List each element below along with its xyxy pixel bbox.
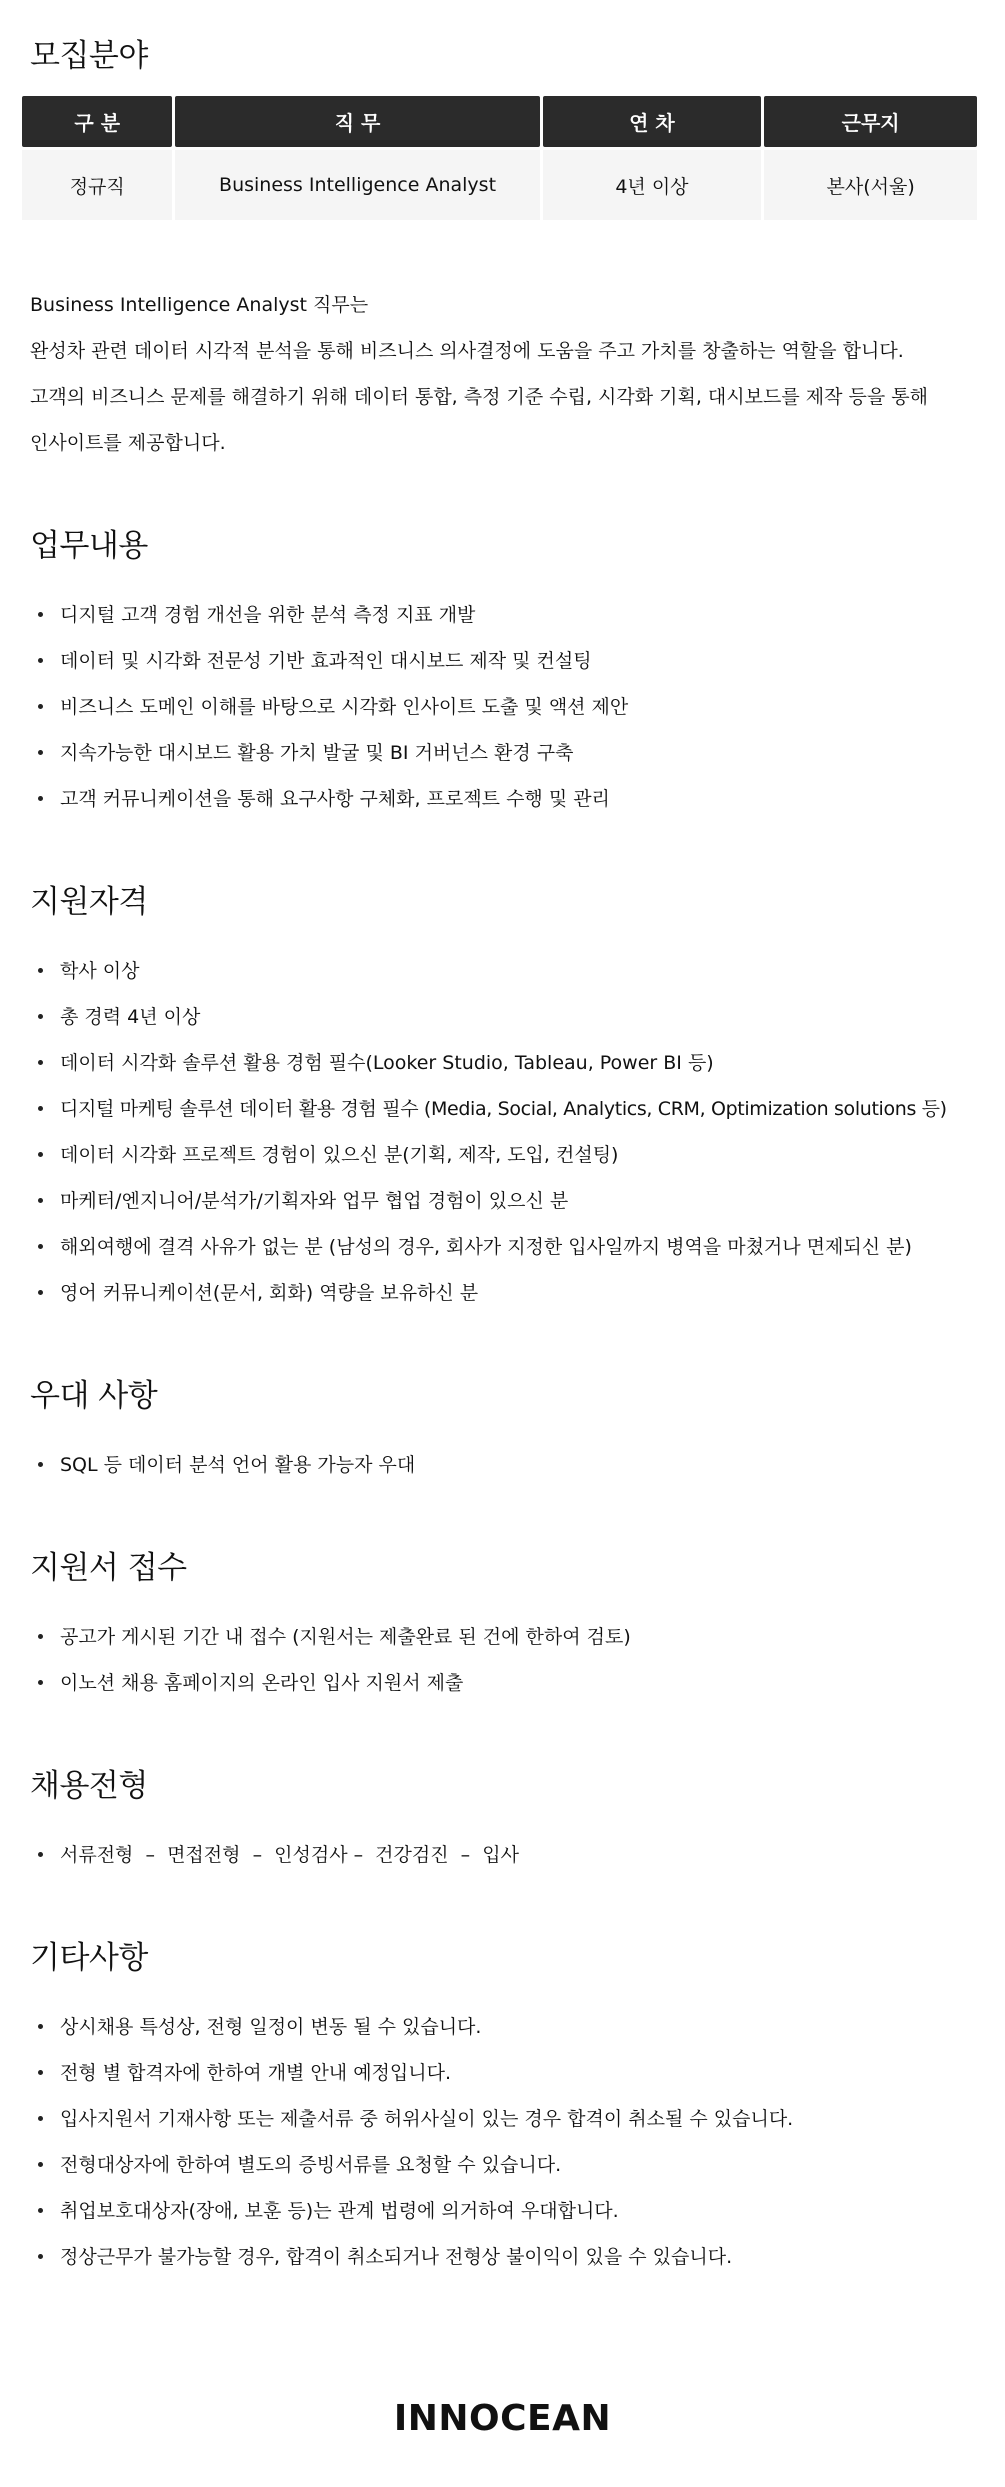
list-item-text: 고객 커뮤니케이션을 통해 요구사항 구체화, 프로젝트 수행 및 관리 [60,788,610,810]
process-section [22,1764,983,1878]
list-item-text: 데이터 및 시각화 전문성 기반 효과적인 대시보드 제작 및 컨설팅 [60,650,592,672]
bullet-icon [38,2116,43,2121]
table-cell-location: 본사(서울) [764,150,977,220]
bullet-icon [38,968,43,973]
list-item-text: 공고가 게시된 기간 내 접수 (지원서는 제출완료 된 건에 한하여 검토) [60,1626,631,1648]
list-item-text: 데이터 시각화 솔루션 활용 경험 필수(Looker Studio, Tableau, Power BI 등) [60,1052,714,1074]
intro-line: 완성차 관련 데이터 시각적 분석을 통해 비즈니스 의사결정에 도움을 주고 가치를 창출하는 역할을 합니다. [30,340,904,362]
list-item-text: 디지털 고객 경험 개선을 위한 분석 측정 지표 개발 [60,604,476,626]
table-header-type: 구 분 [22,96,172,147]
list-item [36,592,983,638]
bullet-icon [38,1462,43,1467]
intro-line: 인사이트를 제공합니다. [30,432,226,454]
process-title: 채용전형 [30,1768,148,1804]
list-item-text: 영어 커뮤니케이션(문서, 회화) 역량을 보유하신 분 [60,1282,479,1304]
bullet-icon [38,1852,43,1857]
duties-title: 업무내용 [30,528,148,564]
bullet-icon [38,2254,43,2259]
list-item-text: 비즈니스 도메인 이해를 바탕으로 시각화 인사이트 도출 및 액션 제안 [60,696,629,718]
list-item [36,730,983,776]
preferred-list [22,1442,983,1488]
bullet-icon [38,2070,43,2075]
list-item [36,776,983,822]
qualifications-title: 지원자격 [30,884,148,920]
list-item-text: 총 경력 4년 이상 [60,1006,201,1028]
bullet-icon [38,2162,43,2167]
list-item [36,1614,983,1660]
list-item-text: 데이터 시각화 프로젝트 경험이 있으신 분(기획, 제작, 도입, 컨설팅) [60,1144,619,1166]
table-row [22,150,977,220]
list-item [36,1832,983,1878]
application-list [22,1614,983,1706]
list-item [36,948,983,994]
bullet-icon [38,1014,43,1019]
list-item-text: 디지털 마케팅 솔루션 데이터 활용 경험 필수 (Media, Social, Analytics, CRM, Optimization solutions 등) [60,1098,947,1120]
bullet-icon [38,1634,43,1639]
list-item [36,1660,983,1706]
innocean-logo: INNOCEAN [393,2398,612,2439]
list-item [36,994,983,1040]
bullet-icon [38,796,43,801]
application-section [22,1546,983,1706]
list-item-text: 이노션 채용 홈페이지의 온라인 입사 지원서 제출 [60,1672,464,1694]
etc-title: 기타사항 [30,1940,148,1976]
preferred-title: 우대 사항 [30,1378,158,1414]
process-list [22,1832,983,1878]
list-item [36,1040,983,1086]
list-item [36,684,983,730]
list-item-text: 마케터/엔지니어/분석가/기획자와 업무 협업 경험이 있으신 분 [60,1190,569,1212]
table-header-experience: 연 차 [543,96,762,147]
duties-list [22,592,983,822]
qualifications-section [22,880,983,1316]
list-item [36,1224,983,1270]
intro-line: Business Intelligence Analyst 직무는 [30,294,369,316]
list-item-text: 입사지원서 기재사항 또는 제출서류 중 허위사실이 있는 경우 합격이 취소될 수 있습니다. [60,2108,794,2130]
list-item [36,2050,983,2096]
bullet-icon [38,2208,43,2213]
table-cell-type: 정규직 [22,150,172,220]
application-title: 지원서 접수 [30,1550,187,1586]
list-item [36,2142,983,2188]
list-item [36,1132,983,1178]
etc-section [22,1936,983,2280]
qualifications-list [22,948,983,1316]
list-item [36,2188,983,2234]
list-item-text: 취업보호대상자(장애, 보훈 등)는 관계 법령에 의거하여 우대합니다. [60,2200,619,2222]
bullet-icon [38,1290,43,1295]
bullet-icon [38,1106,43,1111]
list-item-text: 상시채용 특성상, 전형 일정이 변동 될 수 있습니다. [60,2016,482,2038]
bullet-icon [38,1680,43,1685]
duties-section [22,524,983,822]
bullet-icon [38,750,43,755]
bullet-icon [38,658,43,663]
list-item-text: 정상근무가 불가능할 경우, 합격이 취소되거나 전형상 불이익이 있을 수 있습니다. [60,2246,733,2268]
bullet-icon [38,1060,43,1065]
etc-list [22,2004,983,2280]
table-header-location: 근무지 [764,96,977,147]
list-item-text: 해외여행에 결격 사유가 없는 분 (남성의 경우, 회사가 지정한 입사일까지 병역을 마쳤거나 면제되신 분) [60,1236,912,1258]
table-cell-experience: 4년 이상 [543,150,762,220]
bullet-icon [38,1198,43,1203]
role-intro [22,282,983,466]
bullet-icon [38,612,43,617]
bullet-icon [38,1152,43,1157]
table-header-role: 직 무 [175,96,539,147]
list-item-text: 학사 이상 [60,960,140,982]
list-item [36,1178,983,1224]
table-header-row [22,96,977,147]
recruit-table [19,96,980,220]
list-item-text: SQL 등 데이터 분석 언어 활용 가능자 우대 [60,1454,416,1476]
bullet-icon [38,1244,43,1249]
list-item [36,1270,983,1316]
list-item-text: 전형대상자에 한하여 별도의 증빙서류를 요청할 수 있습니다. [60,2154,562,2176]
recruit-title: 모집분야 [30,38,148,74]
list-item [36,2004,983,2050]
list-item-text: 서류전형 – 면접전형 – 인성검사 – 건강검진 – 입사 [60,1844,519,1866]
list-item-text: 전형 별 합격자에 한하여 개별 안내 예정입니다. [60,2062,452,2084]
preferred-section [22,1374,983,1488]
bullet-icon [38,2024,43,2029]
list-item [36,638,983,684]
bullet-icon [38,704,43,709]
intro-line: 고객의 비즈니스 문제를 해결하기 위해 데이터 통합, 측정 기준 수립, 시각화 기획, 대시보드를 제작 등을 통해 [30,386,928,408]
list-item [36,1086,983,1132]
list-item [36,2234,983,2280]
list-item [36,2096,983,2142]
table-cell-role: Business Intelligence Analyst [175,150,539,220]
list-item-text: 지속가능한 대시보드 활용 가치 발굴 및 BI 거버넌스 환경 구축 [60,742,574,764]
list-item [36,1442,983,1488]
